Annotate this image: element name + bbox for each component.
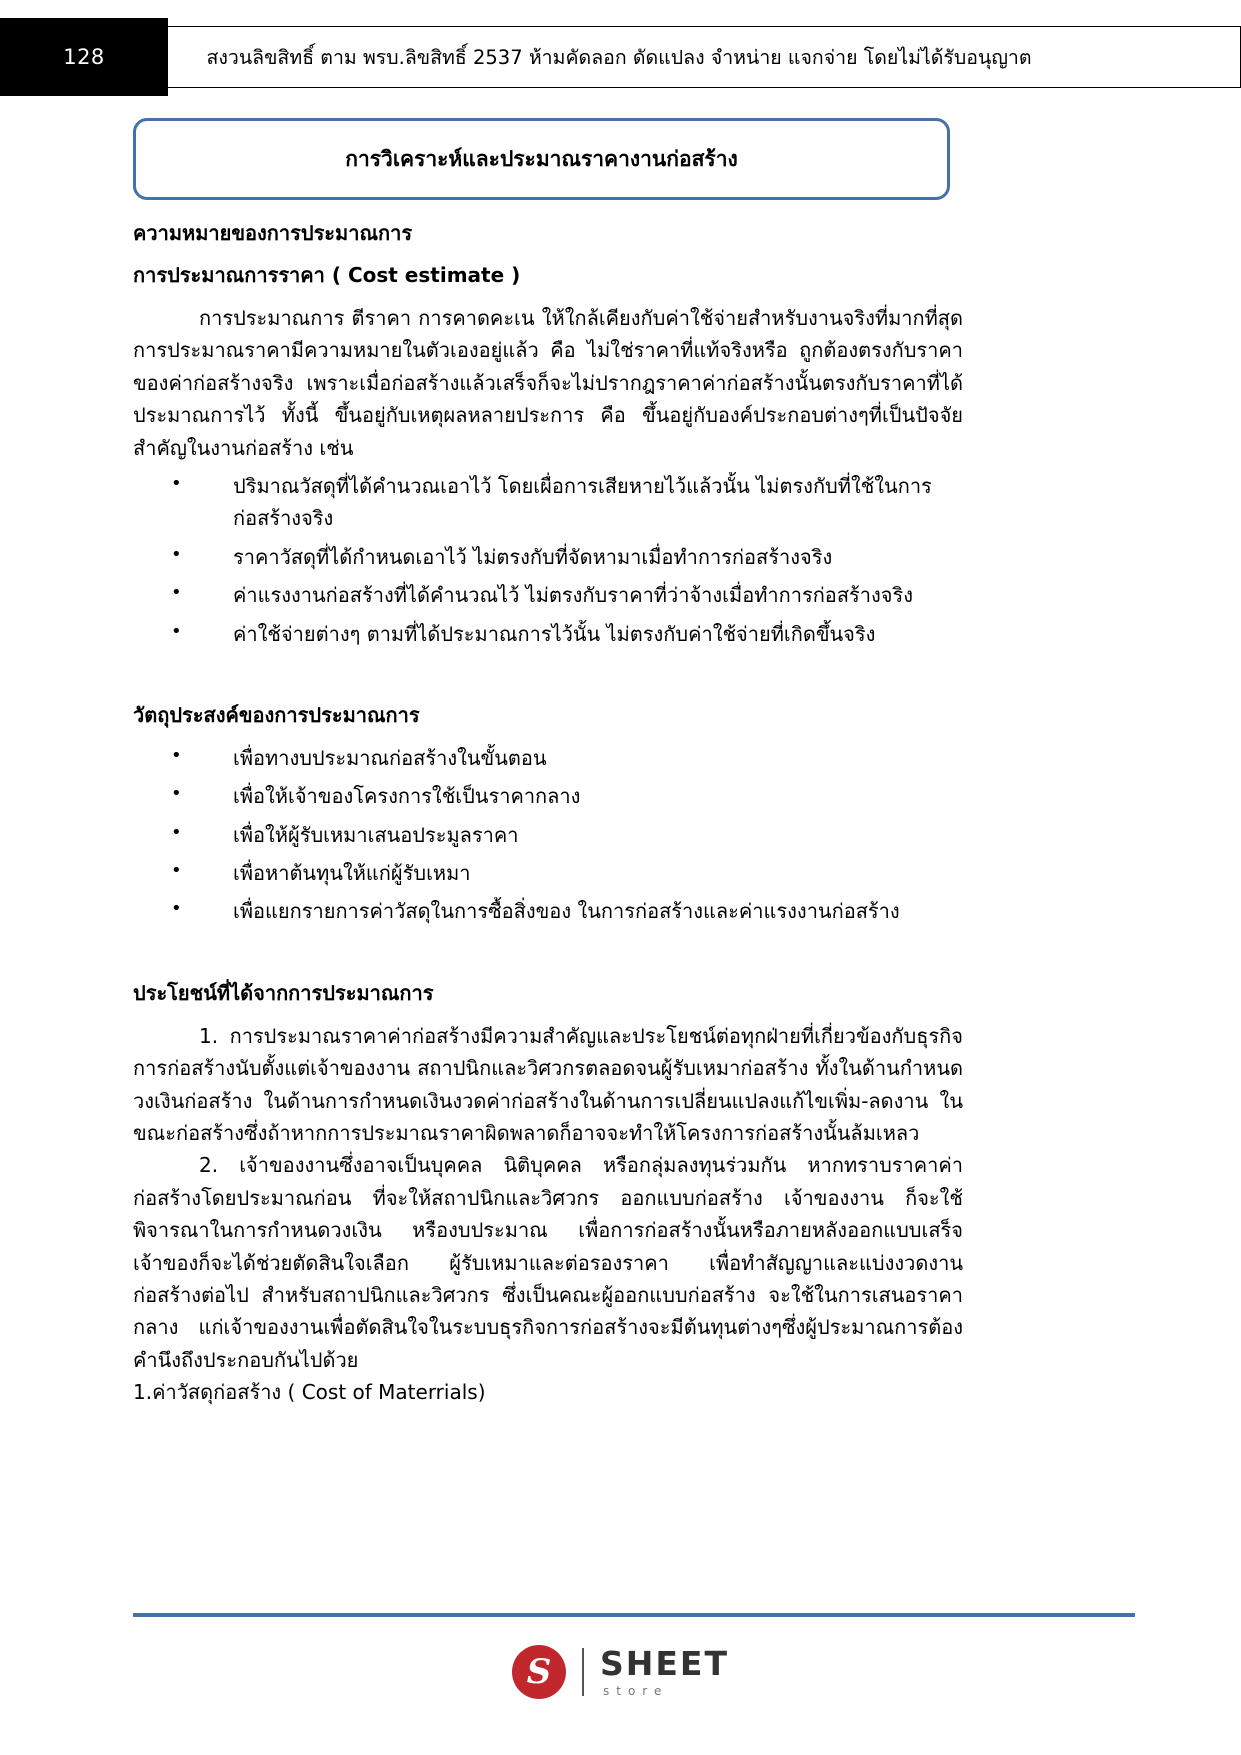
list-item: • ปริมาณวัสดุที่ได้คำนวณเอาไว้ โดยเผื่อการเสียหายไว้แล้วนั้น ไม่ตรงกับที่ใช้ในการก่อสร้างจริง [133,470,963,535]
list-item: • ค่าแรงงานก่อสร้างที่ได้คำนวณไว้ ไม่ตรงกับราคาที่ว่าจ้างเมื่อทำการก่อสร้างจริง [133,579,963,611]
copyright-banner [168,26,1241,88]
paragraph-benefit-2: 2. เจ้าของงานซึ่งอาจเป็นบุคคล นิติบุคคล หรือกลุ่มลงทุนร่วมกัน หากทราบราคาค่าก่อสร้างโดยประมาณก่อน ที่จะให้สถาปนิกและวิศวกร ออกแบบก่อสร้าง เจ้าของงาน ก็จะใช้พิจารณาในการกำหนดวงเงิน หรืองบประมาณ เพื่อการก่อสร้างนั้นหรือภายหลังออกแบบเสร็จ เจ้าของก็จะได้ช่วยตัดสินใจเลือก ผู้รับเหมาและต่อรองราคา เพื่อทำสัญญาและแบ่งงวดงานก่อสร้างต่อไป สำหรับสถาปนิกและวิศวกร ซึ่งเป็นคณะผู้ออกแบบก่อสร้าง จะใช้ในการเสนอราคากลาง แก่เจ้าของงานเพื่อตัดสินใจในระบบธุรกิจการก่อสร้างจะมีต้นทุนต่างๆซึ่งผู้ประมาณการต้องคำนึงถึงประกอบกันไปด้วย [133,1153,963,1372]
heading-meaning: ความหมายของการประมาณการ [133,221,413,245]
paragraph-intro: การประมาณการ ตีราคา การคาดคะเน ให้ใกล้เคียงกับค่าใช้จ่ายสำหรับงานจริงที่มากที่สุด การประมาณราคามีความหมายในตัวเองอยู่แล้ว คือ ไม่ใช่ราคาที่แท้จริงหรือ ถูกต้องตรงกับราคาของค่าก่อสร้างจริง เพราะเมื่อก่อสร้างแล้วเสร็จก็จะไม่ปรากฎราคาค่าก่อสร้างนั้นตรงกับราคาที่ได้ประมาณการไว้ ทั้งนี้ ขึ้นอยู่กับเหตุผลหลายประการ คือ ขึ้นอยู่กับองค์ประกอบต่างๆที่เป็นปัจจัยสำคัญในงานก่อสร้าง เช่น [133,306,963,460]
heading-cost-estimate: การประมาณการราคา ( Cost estimate ) [133,263,521,287]
footer-logo [0,1645,1241,1699]
page-header [0,0,1241,96]
paragraph-benefit-1: 1. การประมาณราคาค่าก่อสร้างมีความสำคัญและประโยชน์ต่อทุกฝ่ายที่เกี่ยวข้องกับธุรกิจการก่อสร้างนับตั้งแต่เจ้าของงาน สถาปนิกและวิศวกรตลอดจนผู้รับเหมาก่อสร้าง ทั้งในด้านกำหนดวงเงินก่อสร้าง ในด้านการกำหนดเงินงวดค่าก่อสร้างในด้านการเปลี่ยนแปลงแก้ไขเพิ่ม-ลดงาน ในขณะก่อสร้างซึ่งถ้าหากการประมาณราคาผิดพลาดก็อาจจะทำให้โครงการก่อสร้างนั้นล้มเหลว [133,1023,963,1146]
chapter-title: การวิเคราะห์และประมาณราคางานก่อสร้าง [345,146,738,171]
page-number: 128 [63,45,105,69]
intro-bullet-list [133,470,963,650]
copyright-text: สงวนลิขสิทธิ์ ตาม พรบ.ลิขสิทธิ์ 2537 ห้ามคัดลอก ดัดแปลง จำหน่าย แจกจ่าย โดยไม่ได้รับอนุญาต [206,45,1032,69]
document-body [133,218,963,1409]
list-item: • ค่าใช้จ่ายต่างๆ ตามที่ได้ประมาณการไว้นั้น ไม่ตรงกับค่าใช้จ่ายที่เกิดขึ้นจริง [133,618,963,650]
list-item: • เพื่อให้เจ้าของโครงการใช้เป็นราคากลาง [133,780,963,812]
heading-objective: วัตถุประสงค์ของการประมาณการ [133,702,420,727]
spacer [133,656,963,700]
spacer [133,934,963,978]
list-item: • เพื่อแยกรายการค่าวัสดุในการซื้อสิ่งของ ในการก่อสร้างและค่าแรงงานก่อสร้าง [133,895,963,927]
paragraph-cost-item-1: 1.ค่าวัสดุก่อสร้าง ( Cost of Materrials) [133,1380,486,1405]
list-item: • เพื่อให้ผู้รับเหมาเสนอประมูลราคา [133,819,963,851]
footer-divider [133,1613,1135,1617]
objective-bullet-list [133,742,963,928]
sheet-logo-icon: S [512,1645,566,1699]
list-item: • เพื่อทางบประมาณก่อสร้างในขั้นตอน [133,742,963,774]
list-item: • ราคาวัสดุที่ได้กำหนดเอาไว้ ไม่ตรงกับที่จัดหามาเมื่อทำการก่อสร้างจริง [133,541,963,573]
chapter-title-box [133,118,950,200]
logo-name: SHEET [600,1643,729,1683]
logo-subtitle: store [603,1683,669,1698]
logo-wordmark [600,1643,729,1698]
heading-benefit: ประโยชน์ที่ได้จากการประมาณการ [133,980,434,1005]
list-item: • เพื่อหาต้นทุนให้แก่ผู้รับเหมา [133,857,963,889]
logo-divider [582,1648,584,1696]
